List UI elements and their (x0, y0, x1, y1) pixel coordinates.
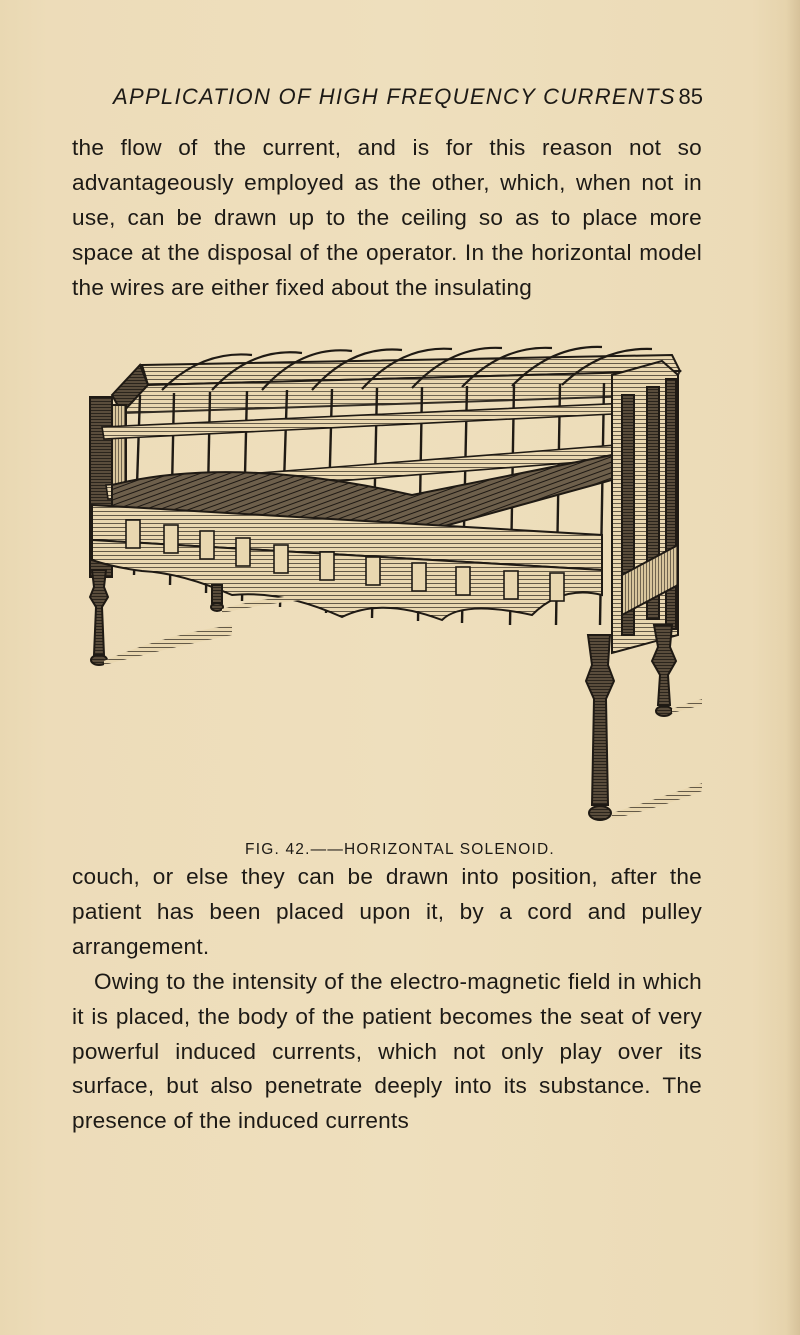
right-end-frame (612, 361, 678, 653)
paragraph-couch: couch, or else they can be drawn into position, after the patient has been placed upon it, by a cord and pulley arrangement. (72, 864, 702, 959)
solenoid-illustration (82, 335, 702, 833)
running-head-title: APPLICATION OF HIGH FREQUENCY CURRENTS (113, 84, 676, 109)
running-head (113, 80, 703, 114)
paragraph-owing: Owing to the intensity of the electro-magnetic field in which it is placed, the body of the patient becomes the seat of very powerful induced currents, which not only play over its surface, but also penetrate deeply into its substance. The presence of the induced currents (72, 968, 702, 1134)
page-edge-shadow (786, 0, 800, 1335)
couch-base (92, 505, 602, 620)
body-text-top (72, 131, 702, 306)
page-number: 85 (678, 84, 703, 109)
paragraph-continued: the flow of the current, and is for this reason not so advantageously employed as the other, which, when not in use, can be drawn up to the ceiling so as to place more space at the disposal of the operator. In the horizontal model the wires are either fixed about the insulating (72, 135, 702, 300)
body-text-bottom (72, 860, 702, 1139)
figure-horizontal-solenoid (82, 335, 702, 833)
figure-caption: FIG. 42.——HORIZONTAL SOLENOID. (245, 841, 555, 858)
